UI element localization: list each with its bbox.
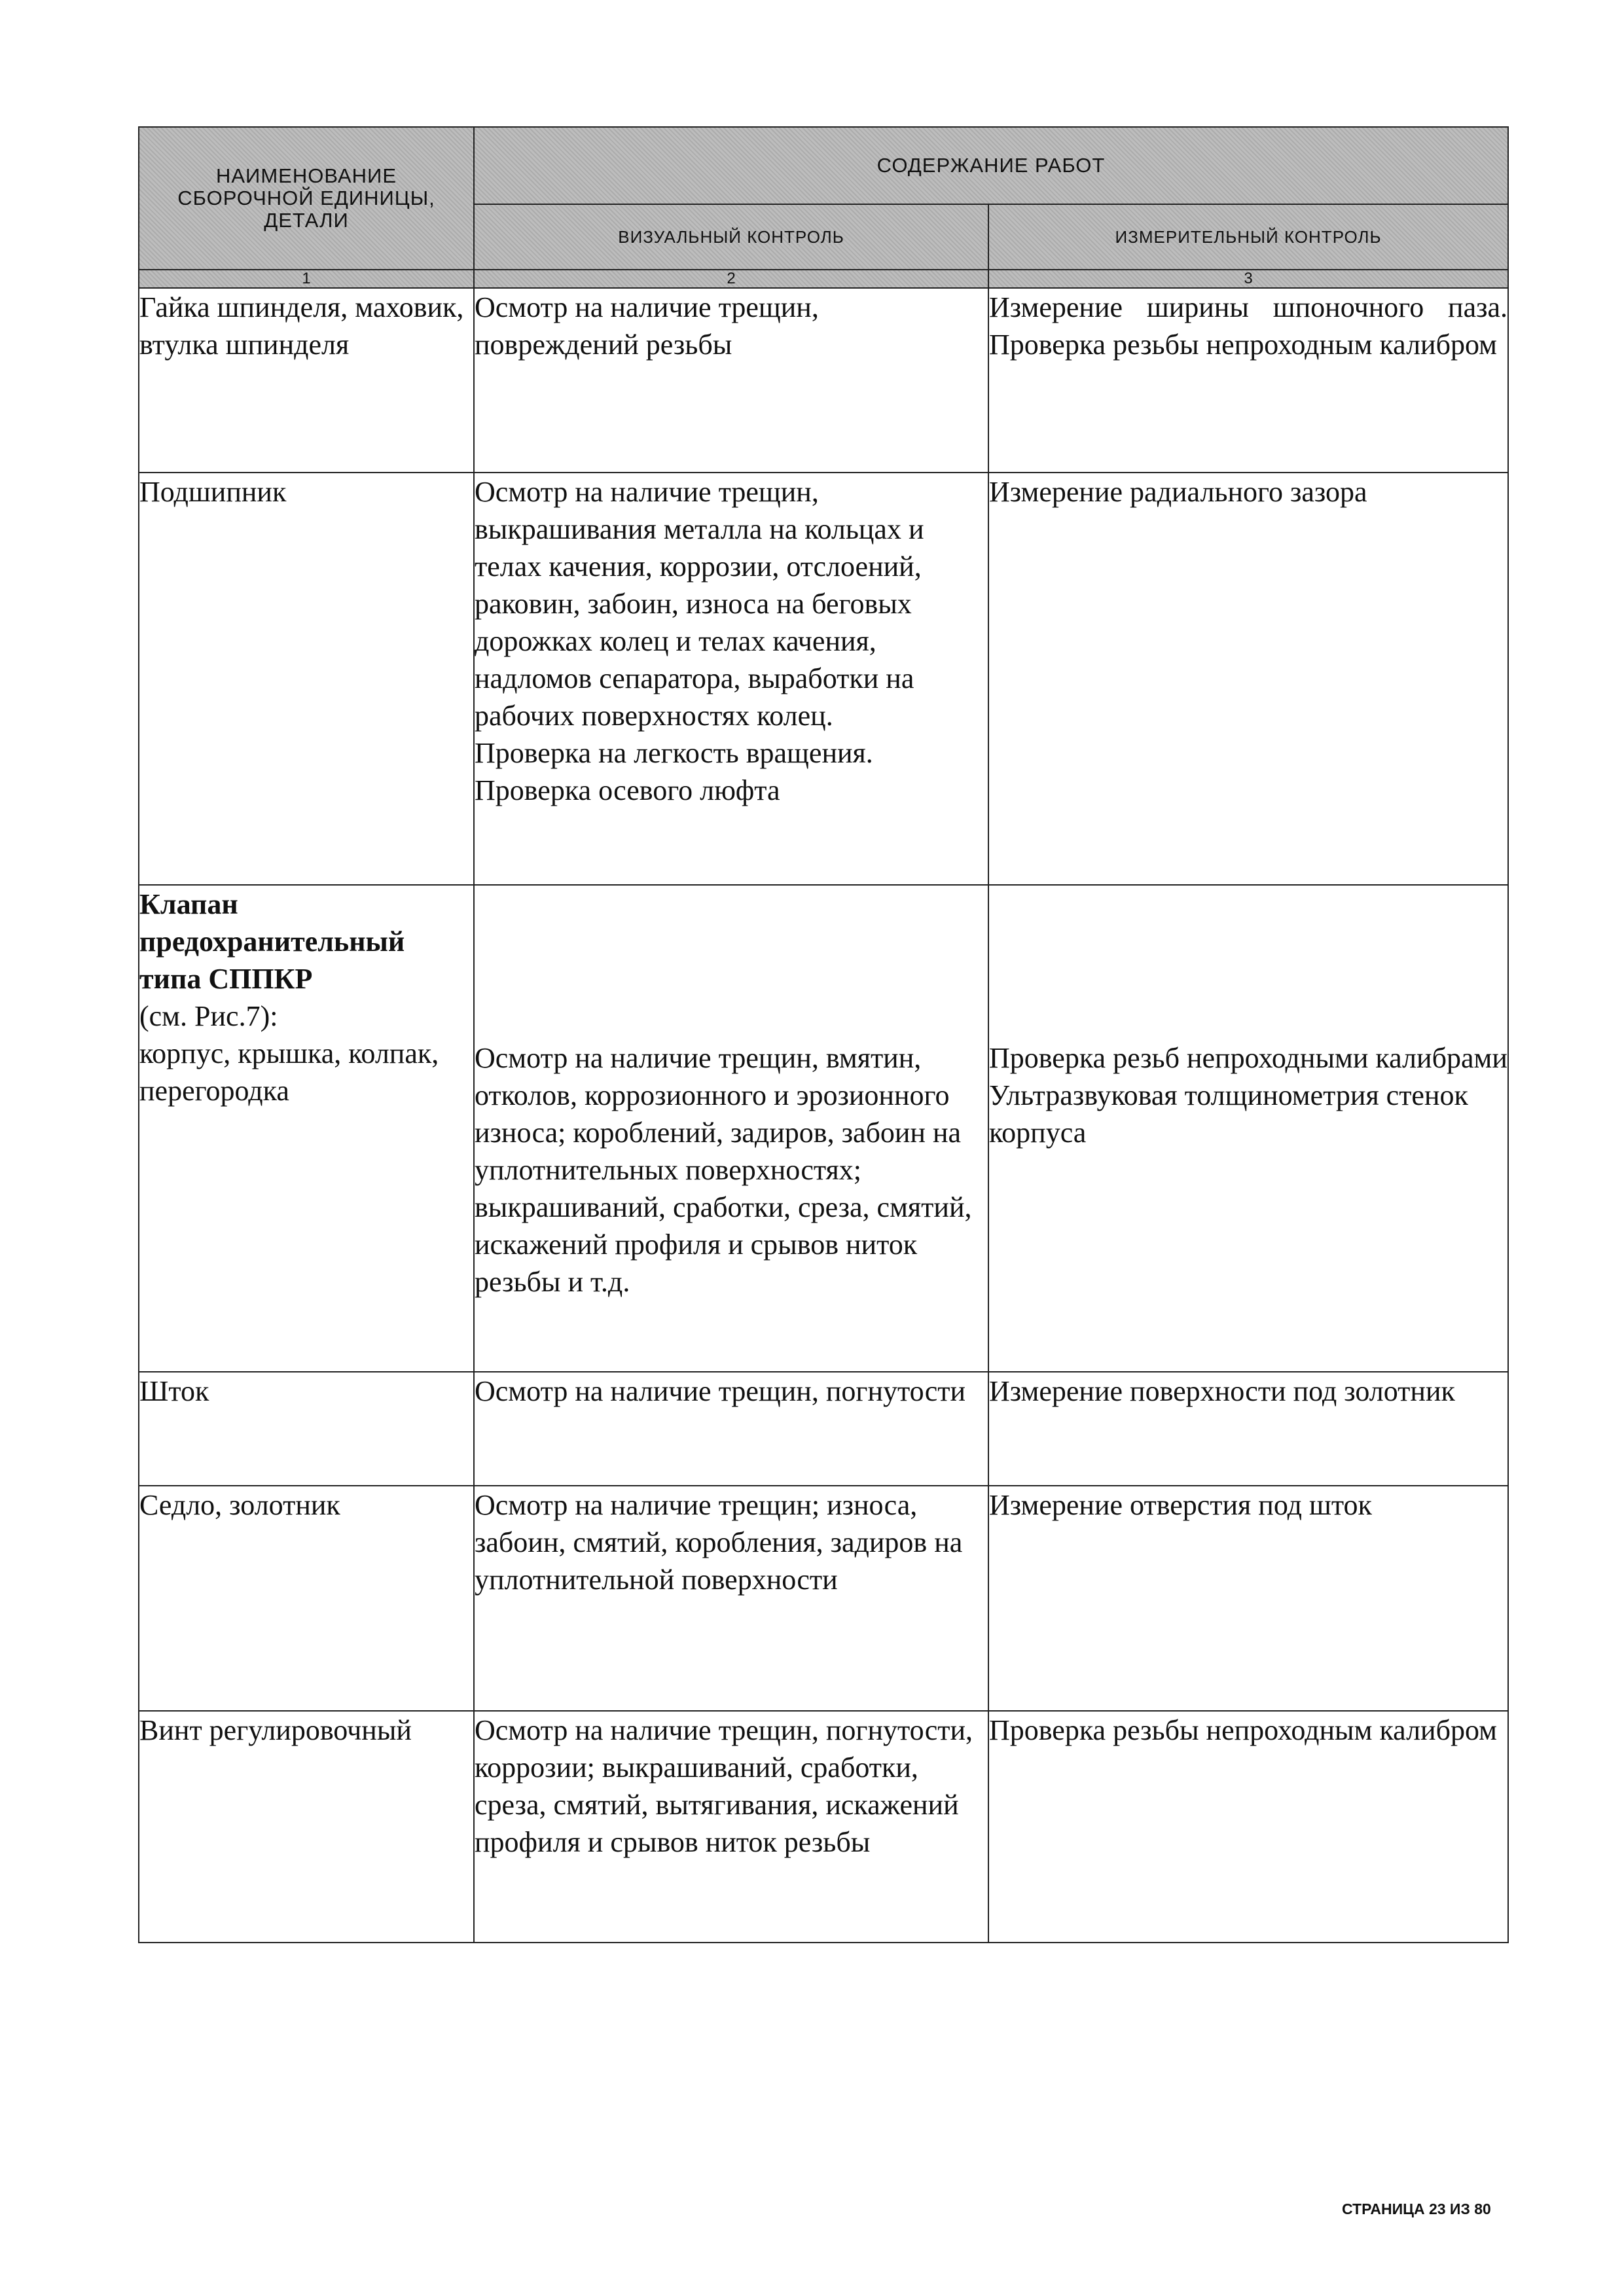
row2-visual-line2: Проверка на легкость вращения. [475,737,873,769]
row1-name: Гайка шпинделя, маховик, втулка шпинделя [139,288,474,473]
row2-visual [474,473,988,885]
table-row [139,473,1508,885]
table-row [139,1372,1508,1486]
row1-measure-line2: Проверка резьбы непроходным калибром [989,329,1497,361]
header-col2-text: ВИЗУАЛЬНЫЙ КОНТРОЛЬ [618,227,844,247]
row2-name: Подшипник [139,473,474,885]
row4-name: Шток [139,1372,474,1486]
row3-name-bold: Клапан предохранительный типа СППКР [139,888,405,995]
header-works-text: СОДЕРЖАНИЕ РАБОТ [876,154,1106,177]
row6-visual: Осмотр на наличие трещин, погнутости, коррозии; выкрашиваний, сработки, среза, смятий, вытягивания, искажений профиля и срывов ниток резьбы [474,1711,988,1943]
row2-visual-line1: Осмотр на наличие трещин, выкрашивания металла на кольцах и телах качения, коррозии, отслоений, раковин, забоин, износа на беговых дорожках колец и телах качения, надломов сепаратора, выработки на рабочих поверхностях колец. [475,476,924,732]
row3-name [139,885,474,1372]
row1-measure-line1: Измерение ширины шпоночного паза. [989,291,1508,323]
row1-visual: Осмотр на наличие трещин, повреждений резьбы [474,288,988,473]
row5-measure: Измерение отверстия под шток [988,1486,1508,1711]
repair-works-table [138,126,1509,1943]
header-col3-number: 3 [988,270,1508,288]
header-col3-title [988,204,1508,270]
row5-visual: Осмотр на наличие трещин; износа, забоин, смятий, коробления, задиров на уплотнительной поверхности [474,1486,988,1711]
row3-name-parts: корпус, крышка, колпак, перегородка [139,1037,439,1107]
row3-name-ref: (см. Рис.7): [139,1000,278,1032]
header-col1-number: 1 [139,270,474,288]
header-col1-title [139,127,474,270]
header-works-title [474,127,1508,204]
row4-visual: Осмотр на наличие трещин, погнутости [474,1372,988,1486]
row3-measure-line1: Проверка резьб непроходными калибрами [989,1042,1507,1074]
page-number: СТРАНИЦА 23 ИЗ 80 [1342,2200,1491,2217]
row4-measure: Измерение поверхности под золотник [988,1372,1508,1486]
table-row [139,288,1508,473]
row3-measure-line2: Ультразвуковая толщинометрия стенок корпуса [989,1079,1468,1149]
row5-name: Седло, золотник [139,1486,474,1711]
row6-measure: Проверка резьбы непроходным калибром [988,1711,1508,1943]
header-col2-number: 2 [474,270,988,288]
row1-measure [988,288,1508,473]
table-row [139,885,1508,1372]
row3-visual: Осмотр на наличие трещин, вмятин, отколов, коррозионного и эрозионного износа; короблений, задиров, забоин на уплотнительных поверхностях; выкрашиваний, сработки, среза, смятий, искажений профиля и срывов ниток резьбы и т.д. [474,885,988,1372]
header-col2-title [474,204,988,270]
table-row [139,1711,1508,1943]
row3-measure [988,885,1508,1372]
row2-measure: Измерение радиального зазора [988,473,1508,885]
header-col1-text: НАИМЕНОВАНИЕ СБОРОЧНОЙ ЕДИНИЦЫ, ДЕТАЛИ [177,164,435,232]
row2-visual-line3: Проверка осевого люфта [475,774,780,806]
row6-name: Винт регулировочный [139,1711,474,1943]
header-col3-text: ИЗМЕРИТЕЛЬНЫЙ КОНТРОЛЬ [1115,227,1382,247]
table-row [139,1486,1508,1711]
